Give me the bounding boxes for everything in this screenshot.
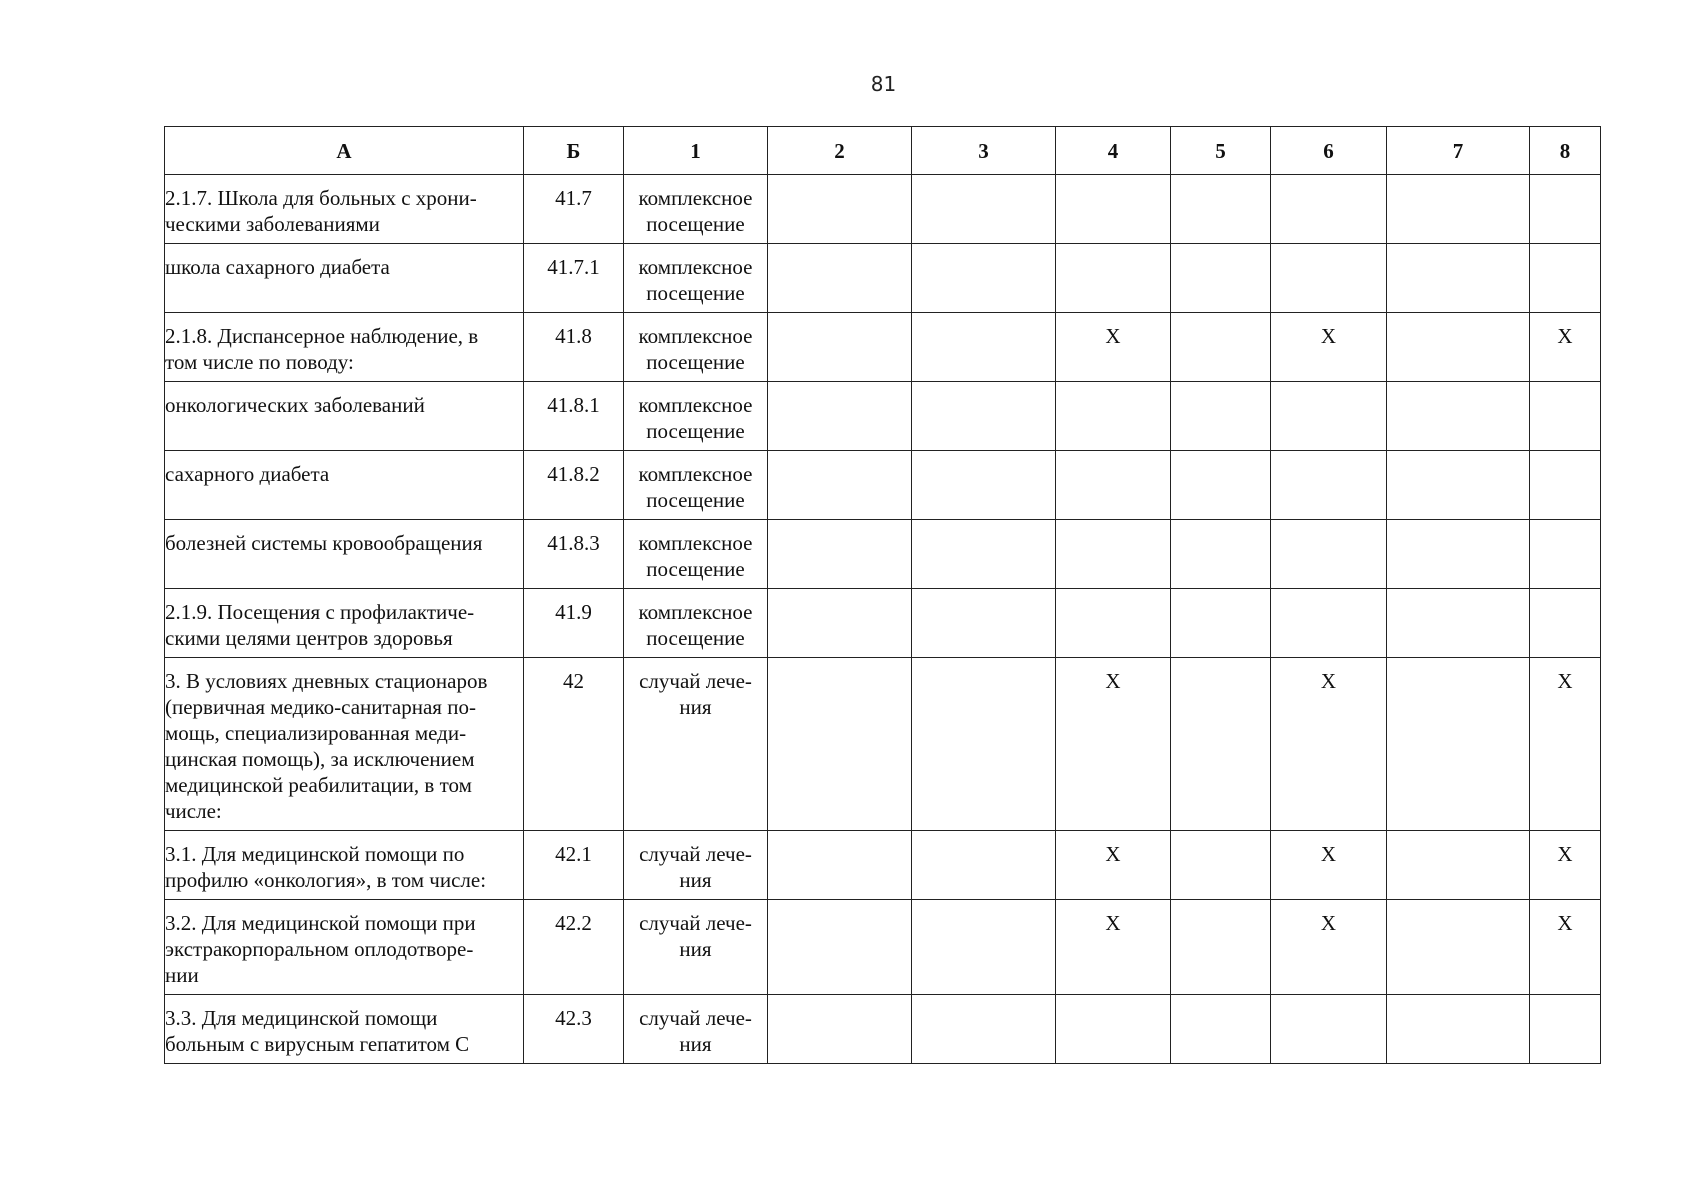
- row-unit-line: ния: [679, 937, 712, 961]
- value-cell: [1387, 520, 1530, 589]
- value-cell: [912, 244, 1056, 313]
- table-row: [165, 589, 1601, 658]
- value-cell: [1171, 995, 1271, 1064]
- row-unit-line: ния: [679, 868, 712, 892]
- row-label-line: болезней системы кровообращения: [165, 531, 483, 555]
- value-cell: [768, 244, 912, 313]
- value-cell: [1171, 175, 1271, 244]
- row-unit-line: посещение: [646, 419, 745, 443]
- page-number: 81: [870, 72, 897, 96]
- row-unit-cell: [624, 313, 768, 382]
- row-unit-line: комплексное: [638, 462, 753, 486]
- row-label-cell: [165, 451, 524, 520]
- row-label-line: нии: [165, 963, 199, 987]
- value-cell: [912, 589, 1056, 658]
- row-label-cell: [165, 244, 524, 313]
- row-code-cell: 41.7: [524, 175, 624, 244]
- value-cell: [1530, 520, 1601, 589]
- value-cell: [1271, 451, 1387, 520]
- row-label-cell: [165, 313, 524, 382]
- column-header: Б: [524, 127, 624, 175]
- value-cell: [1387, 313, 1530, 382]
- row-label-line: профилю «онкология», в том числе:: [165, 868, 487, 892]
- row-label-line: числе:: [165, 799, 222, 823]
- row-label-line: 3.3. Для медицинской помощи: [165, 1006, 438, 1030]
- table-row: [165, 244, 1601, 313]
- value-cell: Х: [1271, 313, 1387, 382]
- row-unit-line: посещение: [646, 488, 745, 512]
- column-header: 8: [1530, 127, 1601, 175]
- value-cell: [1387, 175, 1530, 244]
- row-unit-line: посещение: [646, 350, 745, 374]
- row-code-cell: 41.9: [524, 589, 624, 658]
- value-cell: [768, 175, 912, 244]
- row-label-line: больным с вирусным гепатитом С: [165, 1032, 470, 1056]
- row-label-cell: [165, 382, 524, 451]
- column-header: 6: [1271, 127, 1387, 175]
- row-unit-cell: [624, 658, 768, 831]
- value-cell: [1056, 382, 1171, 451]
- row-unit-cell: [624, 451, 768, 520]
- row-code-cell: 42.1: [524, 831, 624, 900]
- value-cell: [1530, 175, 1601, 244]
- value-cell: [1171, 900, 1271, 995]
- value-cell: [1387, 589, 1530, 658]
- row-unit-line: посещение: [646, 626, 745, 650]
- row-unit-line: ния: [679, 1032, 712, 1056]
- column-header: 1: [624, 127, 768, 175]
- row-unit-cell: [624, 520, 768, 589]
- value-cell: [1171, 589, 1271, 658]
- value-cell: [1171, 831, 1271, 900]
- value-cell: [1530, 995, 1601, 1064]
- row-unit-line: комплексное: [638, 186, 753, 210]
- value-cell: [1387, 658, 1530, 831]
- row-label-cell: [165, 995, 524, 1064]
- row-unit-cell: [624, 244, 768, 313]
- data-table: [164, 126, 1601, 1064]
- row-unit-line: случай лече-: [639, 842, 752, 866]
- row-unit-line: посещение: [646, 281, 745, 305]
- value-cell: [1271, 244, 1387, 313]
- value-cell: [912, 995, 1056, 1064]
- value-cell: [1530, 382, 1601, 451]
- row-code-cell: 41.8.2: [524, 451, 624, 520]
- row-label-line: онкологических заболеваний: [165, 393, 425, 417]
- value-cell: [1387, 382, 1530, 451]
- value-cell: [768, 995, 912, 1064]
- row-unit-cell: [624, 175, 768, 244]
- row-label-line: цинская помощь), за исключением: [165, 747, 475, 771]
- value-cell: [1271, 175, 1387, 244]
- row-unit-line: комплексное: [638, 393, 753, 417]
- row-code-cell: 42: [524, 658, 624, 831]
- row-unit-line: случай лече-: [639, 911, 752, 935]
- value-cell: [1530, 244, 1601, 313]
- column-header: А: [165, 127, 524, 175]
- value-cell: [1387, 900, 1530, 995]
- table-row: [165, 313, 1601, 382]
- value-cell: [768, 831, 912, 900]
- value-cell: [768, 520, 912, 589]
- value-cell: [912, 831, 1056, 900]
- value-cell: [912, 382, 1056, 451]
- value-cell: [912, 451, 1056, 520]
- table-row: [165, 995, 1601, 1064]
- value-cell: Х: [1056, 831, 1171, 900]
- table-row: [165, 382, 1601, 451]
- row-label-cell: [165, 520, 524, 589]
- row-label-cell: [165, 175, 524, 244]
- value-cell: Х: [1271, 831, 1387, 900]
- row-label-cell: [165, 831, 524, 900]
- row-unit-line: посещение: [646, 557, 745, 581]
- value-cell: [1271, 382, 1387, 451]
- value-cell: [1171, 382, 1271, 451]
- column-header: 5: [1171, 127, 1271, 175]
- row-unit-line: комплексное: [638, 255, 753, 279]
- row-label-line: мощь, специализированная меди-: [165, 721, 467, 745]
- row-label-line: медицинской реабилитации, в том: [165, 773, 472, 797]
- row-unit-line: комплексное: [638, 531, 753, 555]
- row-label-line: 3.1. Для медицинской помощи по: [165, 842, 465, 866]
- row-label-line: том числе по поводу:: [165, 350, 354, 374]
- value-cell: [912, 313, 1056, 382]
- row-label-line: 2.1.8. Диспансерное наблюдение, в: [165, 324, 479, 348]
- row-label-line: скими целями центров здоровья: [165, 626, 453, 650]
- table-row: [165, 658, 1601, 831]
- row-unit-cell: [624, 589, 768, 658]
- value-cell: [1271, 520, 1387, 589]
- row-label-cell: [165, 589, 524, 658]
- header-row: [165, 127, 1601, 175]
- table-row: [165, 831, 1601, 900]
- row-unit-cell: [624, 382, 768, 451]
- column-header: 7: [1387, 127, 1530, 175]
- row-code-cell: 41.8: [524, 313, 624, 382]
- value-cell: [912, 520, 1056, 589]
- row-label-line: школа сахарного диабета: [165, 255, 390, 279]
- value-cell: [768, 658, 912, 831]
- value-cell: [1271, 995, 1387, 1064]
- value-cell: [1056, 995, 1171, 1064]
- row-label-line: (первичная медико-санитарная по-: [165, 695, 476, 719]
- row-code-cell: 42.3: [524, 995, 624, 1064]
- row-label-line: экстракорпоральном оплодотворе-: [165, 937, 474, 961]
- value-cell: Х: [1271, 900, 1387, 995]
- value-cell: [912, 658, 1056, 831]
- column-header: 3: [912, 127, 1056, 175]
- row-label-line: сахарного диабета: [165, 462, 330, 486]
- value-cell: [1387, 244, 1530, 313]
- value-cell: [1171, 520, 1271, 589]
- value-cell: [768, 451, 912, 520]
- table-row: [165, 520, 1601, 589]
- value-cell: Х: [1530, 831, 1601, 900]
- table-row: [165, 175, 1601, 244]
- row-label-line: 3.2. Для медицинской помощи при: [165, 911, 476, 935]
- row-label-cell: [165, 658, 524, 831]
- value-cell: [912, 900, 1056, 995]
- row-unit-line: случай лече-: [639, 669, 752, 693]
- row-label-line: ческими заболеваниями: [165, 212, 380, 236]
- value-cell: [1171, 658, 1271, 831]
- table-row: [165, 900, 1601, 995]
- row-code-cell: 41.8.3: [524, 520, 624, 589]
- value-cell: [768, 382, 912, 451]
- value-cell: Х: [1530, 900, 1601, 995]
- row-code-cell: 41.7.1: [524, 244, 624, 313]
- row-unit-line: ния: [679, 695, 712, 719]
- row-label-cell: [165, 900, 524, 995]
- value-cell: [912, 175, 1056, 244]
- row-unit-line: случай лече-: [639, 1006, 752, 1030]
- value-cell: Х: [1271, 658, 1387, 831]
- value-cell: [1387, 451, 1530, 520]
- value-cell: [1171, 313, 1271, 382]
- row-unit-line: комплексное: [638, 324, 753, 348]
- row-label-line: 2.1.9. Посещения с профилактиче-: [165, 600, 475, 624]
- value-cell: [1171, 451, 1271, 520]
- value-cell: [1056, 451, 1171, 520]
- column-header: 2: [768, 127, 912, 175]
- value-cell: [1530, 589, 1601, 658]
- row-code-cell: 41.8.1: [524, 382, 624, 451]
- row-unit-cell: [624, 900, 768, 995]
- value-cell: Х: [1056, 900, 1171, 995]
- row-unit-cell: [624, 995, 768, 1064]
- value-cell: [1056, 520, 1171, 589]
- table-row: [165, 451, 1601, 520]
- value-cell: [1271, 589, 1387, 658]
- value-cell: Х: [1530, 658, 1601, 831]
- value-cell: Х: [1056, 313, 1171, 382]
- value-cell: [1387, 831, 1530, 900]
- row-unit-line: посещение: [646, 212, 745, 236]
- value-cell: [1056, 175, 1171, 244]
- row-label-line: 3. В условиях дневных стационаров: [165, 669, 488, 693]
- value-cell: Х: [1530, 313, 1601, 382]
- value-cell: [1387, 995, 1530, 1064]
- value-cell: [768, 900, 912, 995]
- value-cell: [768, 313, 912, 382]
- row-unit-cell: [624, 831, 768, 900]
- value-cell: [1056, 244, 1171, 313]
- row-label-line: 2.1.7. Школа для больных с хрони-: [165, 186, 477, 210]
- value-cell: [768, 589, 912, 658]
- value-cell: [1056, 589, 1171, 658]
- column-header: 4: [1056, 127, 1171, 175]
- value-cell: [1530, 451, 1601, 520]
- row-unit-line: комплексное: [638, 600, 753, 624]
- value-cell: [1171, 244, 1271, 313]
- value-cell: Х: [1056, 658, 1171, 831]
- row-code-cell: 42.2: [524, 900, 624, 995]
